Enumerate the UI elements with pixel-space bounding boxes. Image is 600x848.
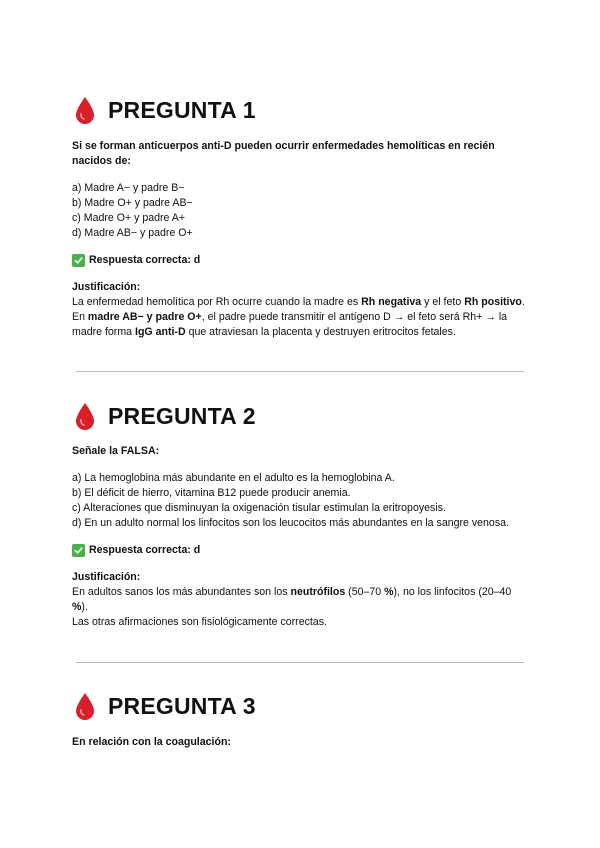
answer-label: Respuesta correcta: d [89,254,201,266]
check-mark-icon [72,254,85,267]
option-b: b) El déficit de hierro, vitamina B12 puede producir anemia. [72,487,351,499]
question-2-answer [72,543,528,558]
question-2-stem: Señale la FALSA: [72,445,160,457]
option-c: c) Madre O+ y padre A+ [72,212,186,224]
answer-label: Respuesta correcta: d [89,544,201,556]
blood-drop-icon [72,691,98,721]
question-1-options [72,181,528,241]
justification-line-2: En madre AB− y padre O+, el padre puede transmitir el antígeno D → el feto será Rh+ → la madre forma IgG anti-D que atraviesan la placenta y destruyen eritrocitos fetales. [72,311,508,338]
question-3-header [72,691,256,721]
question-3-stem: En relación con la coagulación: [72,736,231,748]
question-1-header [72,95,256,125]
check-mark-icon [72,544,85,557]
question-2-justification [72,585,528,630]
option-d: d) Madre AB− y padre O+ [72,227,193,239]
blood-drop-icon [72,95,98,125]
option-a: a) Madre A− y padre B− [72,182,185,194]
question-2-title: PREGUNTA 2 [108,402,256,429]
question-3-title: PREGUNTA 3 [108,692,256,719]
question-1-title: PREGUNTA 1 [108,96,256,123]
option-d: d) En un adulto normal los linfocitos son los leucocitos más abundantes en la sangre venosa. [72,517,509,529]
blood-drop-icon [72,401,98,431]
option-a: a) La hemoglobina más abundante en el adulto es la hemoglobina A. [72,472,395,484]
question-2-body [72,444,528,630]
option-c: c) Alteraciones que disminuyan la oxigenación tisular estimulan la eritropoyesis. [72,502,446,514]
question-2-header [72,401,256,431]
question-1-stem: Si se forman anticuerpos anti-D pueden ocurrir enfermedades hemolíticas en recién nacidos de: [72,140,495,167]
question-2-justification-title: Justificación: [72,571,141,583]
question-1-justification [72,295,528,340]
section-divider [76,662,524,663]
justification-line-2: Las otras afirmaciones son fisiológicamente correctas. [72,616,327,628]
question-2-options [72,471,528,531]
option-b: b) Madre O+ y padre AB− [72,197,193,209]
question-1-body [72,139,528,340]
question-1-justification-title: Justificación: [72,281,141,293]
question-3-body [72,735,528,762]
question-1-answer [72,253,528,268]
section-divider [76,371,524,372]
justification-line-1: La enfermedad hemolítica por Rh ocurre cuando la madre es Rh negativa y el feto Rh positivo. [72,296,525,308]
justification-line-1: En adultos sanos los más abundantes son los neutrófilos (50–70 %), no los linfocitos (20–40 %). [72,586,512,613]
